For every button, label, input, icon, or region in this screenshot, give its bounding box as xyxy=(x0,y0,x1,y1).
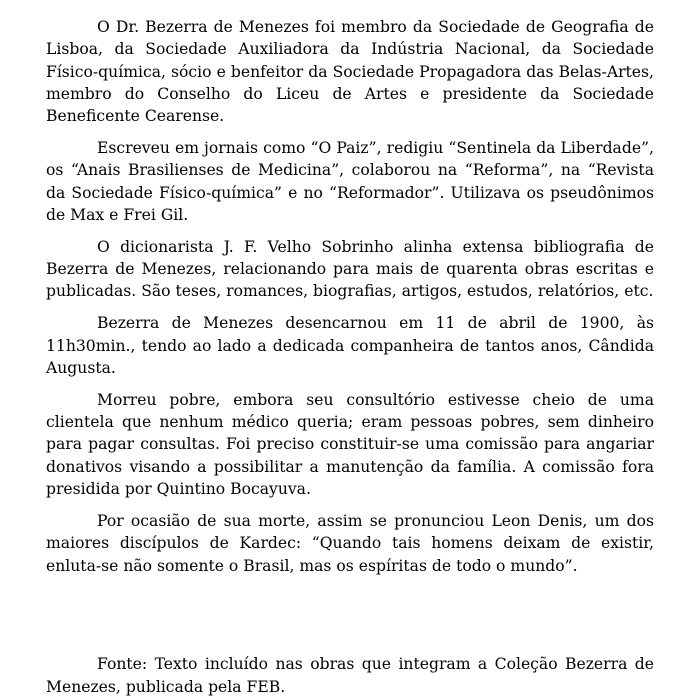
paragraph-death: Bezerra de Menezes desencarnou em 11 de abril de 1900, às 11h30min., tendo ao lado a dedicada companheira de tantos anos, Cândida Augusta. xyxy=(46,314,654,377)
document-page xyxy=(46,16,654,698)
paragraph-journalism: Escreveu em jornais como “O Paiz”, redigiu “Sentinela da Liberdade”, os “Anais Brasilienses de Medicina”, colaborou na “Reforma”, na “Revista da Sociedade Físico-química” e no “Reformador”. Utilizava os pseudônimos de Max e Frei Gil. xyxy=(46,139,654,224)
paragraph-leon-denis: Por ocasião de sua morte, assim se pronunciou Leon Denis, um dos maiores discípulos de Kardec: “Quando tais homens deixam de existir, enluta-se não somente o Brasil, mas os espíritas de todo o mundo”. xyxy=(46,511,654,575)
paragraph-memberships: O Dr. Bezerra de Menezes foi membro da Sociedade de Geografia de Lisboa, da Sociedade Auxiliadora da Indústria Nacional, da Sociedade Físico-química, sócio e benfeitor da Sociedade Propagadora das Belas-Artes, membro do Conselho do Liceu de Artes e presidente da Sociedade Beneficente Cearense. xyxy=(46,18,654,126)
paragraph-poverty: Morreu pobre, embora seu consultório estivesse cheio de uma clientela que nenhum médico queria; eram pessoas pobres, sem dinheiro para pagar consultas. Foi preciso constituir-se uma comissão para angariar donativos visando a possibilitar a manutenção da família. A comissão fora presidida por Quintino Bocayuva. xyxy=(46,390,654,499)
paragraph-bibliography: O dicionarista J. F. Velho Sobrinho alinha extensa bibliografia de Bezerra de Menezes, relacionando para mais de quarenta obras escritas e publicadas. São teses, romances, biografias, artigos, estudos, relatórios, etc. xyxy=(46,237,654,301)
source-note: Fonte: Texto incluído nas obras que integram a Coleção Bezerra de Menezes, publicada pela FEB. xyxy=(46,655,654,696)
section-spacer xyxy=(46,586,654,653)
